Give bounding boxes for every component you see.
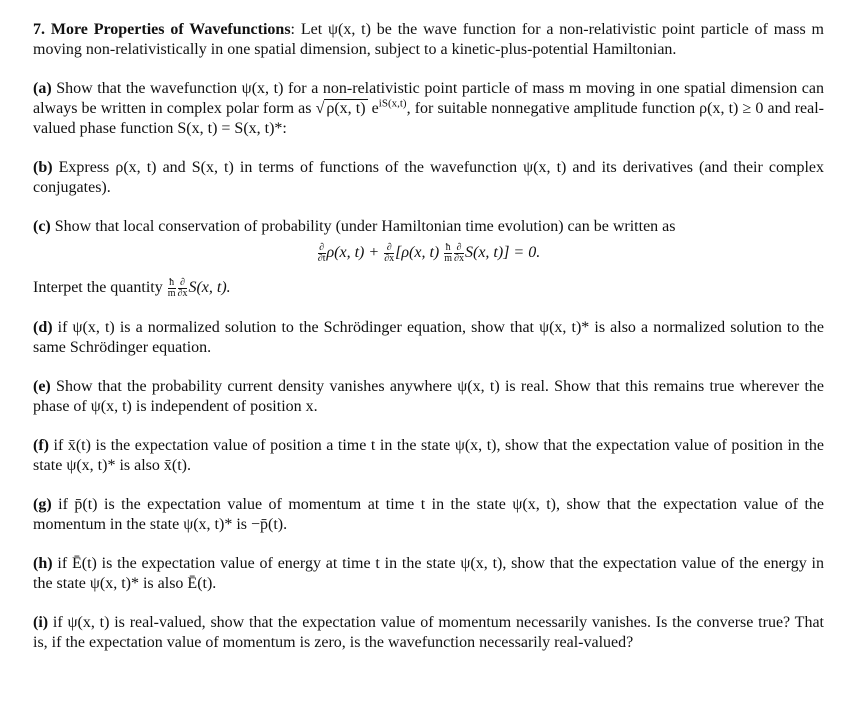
- part-g-label: (g): [33, 496, 52, 513]
- part-a-label: (a): [33, 80, 52, 97]
- sqrt-argument: ρ(x, t): [326, 100, 366, 117]
- eq-dx2-den: ∂x: [454, 253, 464, 264]
- part-i: [33, 613, 824, 653]
- interp-before: Interpet the quantity: [33, 279, 167, 297]
- eq-dt-fraction: [318, 243, 326, 264]
- part-e: [33, 377, 824, 417]
- eq-h-den: m: [444, 253, 453, 264]
- eq-hbar-fraction: [444, 243, 452, 264]
- eq-dx-num: ∂: [384, 243, 394, 254]
- intro-text: : Let ψ(x, t) be the wave function for a non-relativistic point particle of mass m moving non-relativistically in one spatial dimension, subject to a kinetic-plus-potential Hamiltonian.: [33, 21, 825, 58]
- sqrt-symbol: √: [315, 100, 325, 117]
- interp-d-fraction: [178, 278, 188, 299]
- eq-bracket-open: [ρ(x, t): [395, 244, 444, 262]
- eq-dx-fraction: [384, 243, 394, 264]
- part-d-text: if ψ(x, t) is a normalized solution to the Schrödinger equation, show that ψ(x, t)* is also a normalized solution to the same Schrödinger equation.: [33, 319, 824, 356]
- part-e-text: Show that the probability current density vanishes anywhere ψ(x, t) is real. Show that this remains true wherever the phase of ψ(x, t) is independent of position x.: [33, 378, 824, 415]
- conservation-equation: [33, 243, 824, 264]
- part-b-label: (b): [33, 159, 53, 176]
- interp-hbar-fraction: [168, 278, 176, 299]
- part-g: [33, 495, 824, 535]
- eq-dx2-fraction: [454, 243, 464, 264]
- part-g-text: if p̄(t) is the expectation value of momentum at time t in the state ψ(x, t), show that the expectation value of the momentum in the state ψ(x, t)* is −p̄(t).: [33, 496, 824, 533]
- part-c: [33, 217, 824, 237]
- problem-title: 7. More Properties of Wavefunctions: [33, 21, 291, 38]
- part-a: [33, 79, 824, 139]
- part-b-text: Express ρ(x, t) and S(x, t) in terms of functions of the wavefunction ψ(x, t) and its derivatives (and their complex conjugates).: [33, 159, 824, 196]
- part-h: [33, 554, 824, 594]
- part-c-text: Show that local conservation of probability (under Hamiltonian time evolution) can be written as: [50, 218, 676, 235]
- part-f: [33, 436, 824, 476]
- eq-dx2-num: ∂: [454, 243, 464, 254]
- part-d: [33, 318, 824, 358]
- eq-bracket-close: S(x, t)] = 0.: [464, 244, 541, 262]
- eq-dx-den: ∂x: [384, 253, 395, 264]
- problem-intro: [33, 20, 824, 60]
- part-c-label: (c): [33, 218, 51, 235]
- interp-d-den: ∂x: [177, 288, 188, 299]
- eq-h-num: ħ: [445, 242, 451, 253]
- eq-dt-num: ∂: [319, 242, 325, 253]
- part-c-interpret: [33, 278, 824, 299]
- eq-part1: ρ(x, t) +: [326, 244, 384, 262]
- part-d-label: (d): [33, 319, 53, 336]
- part-h-label: (h): [33, 555, 53, 572]
- interp-h-num: ħ: [169, 277, 175, 288]
- part-f-label: (f): [33, 437, 49, 454]
- part-i-label: (i): [33, 614, 49, 631]
- part-e-label: (e): [33, 378, 51, 395]
- eq-dt-den: ∂t: [317, 253, 326, 264]
- part-f-text: if x̄(t) is the expectation value of position a time t in the state ψ(x, t), show that the expectation value of position in the state ψ(x, t)* is also x̄(t).: [33, 437, 824, 474]
- interp-h-den: m: [167, 288, 176, 299]
- exp-superscript: iS(x,t): [378, 97, 407, 110]
- exp-base: e: [371, 100, 379, 117]
- part-a-text-after: , for suitable nonnegative amplitude function ρ(x, t) ≥ 0 and real-valued phase function S(x, t) = S(x, t)*:: [33, 100, 824, 137]
- part-i-text: if ψ(x, t) is real-valued, show that the expectation value of momentum necessarily vanishes. Is the converse true? That is, if the expectation value of momentum is zero, is the wavefunction necessarily real-valued?: [33, 614, 824, 651]
- interp-d-num: ∂: [178, 278, 188, 289]
- part-b: [33, 158, 824, 198]
- interp-after: S(x, t).: [188, 279, 231, 297]
- part-h-text: if Ē(t) is the expectation value of energy at time t in the state ψ(x, t), show that the expectation value of the energy in the state ψ(x, t)* is also Ē(t).: [33, 555, 824, 592]
- part-a-text-before: Show that the wavefunction ψ(x, t) for a non-relativistic point particle of mass m moving in one spatial dimension can always be written in complex polar form as: [33, 80, 824, 117]
